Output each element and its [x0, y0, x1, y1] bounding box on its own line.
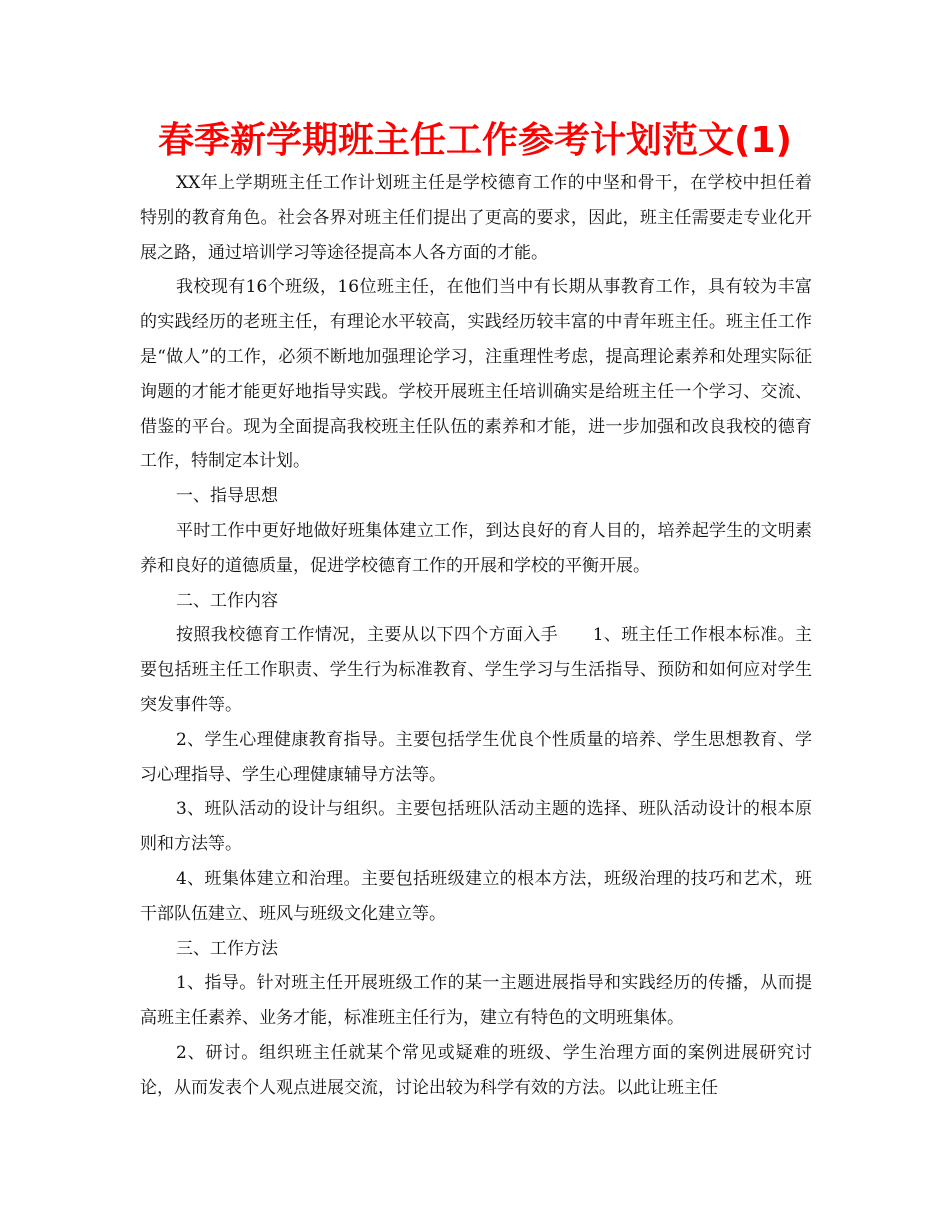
document-title: 春季新学期班主任工作参考计划范文(1) — [158, 120, 792, 161]
paragraph-work-content-4: 4、班集体建立和治理。主要包括班级建立的根本方法，班级治理的技巧和艺术，班干部队伍建立、班风与班级文化建立等。 — [140, 868, 812, 924]
section-heading-work-content: 二、工作内容 — [176, 590, 278, 611]
section-heading-guiding-ideology: 一、指导思想 — [176, 486, 278, 507]
paragraph-guiding-ideology: 平时工作中更好地做好班集体建立工作，到达良好的育人目的，培养起学生的文明素养和良好的道德质量，促进学校德育工作的开展和学校的平衡开展。 — [140, 520, 812, 576]
paragraph-work-content-3: 3、班队活动的设计与组织。主要包括班队活动主题的选择、班队活动设计的根本原则和方法等。 — [140, 799, 812, 855]
paragraph-work-content-2: 2、学生心理健康教育指导。主要包括学生优良个性质量的培养、学生思想教育、学习心理指导、学生心理健康辅导方法等。 — [140, 729, 812, 785]
section-heading-work-methods: 三、工作方法 — [176, 938, 278, 959]
paragraph-school-status: 我校现有16个班级，16位班主任，在他们当中有长期从事教育工作，具有较为丰富的实践经历的老班主任，有理论水平较高，实践经历较丰富的中青年班主任。班主任工作是“做人”的工作，必须不断地加强理论学习，注重理性考虑，提高理论素养和处理实际征询题的才能才能更好地指导实践。学校开展班主任培训确实是给班主任一个学习、交流、借鉴的平台。现为全面提高我校班主任队伍的素养和才能，进一步加强和改良我校的德育工作，特制定本计划。 — [140, 277, 812, 472]
document-body — [140, 166, 812, 1106]
paragraph-work-methods-1: 1、指导。针对班主任开展班级工作的某一主题进展指导和实践经历的传播，从而提高班主任素养、业务才能，标准班主任行为，建立有特色的文明班集体。 — [140, 973, 812, 1029]
paragraph-intro: XX年上学期班主任工作计划班主任是学校德育工作的中坚和骨干，在学校中担任着特别的教育角色。社会各界对班主任们提出了更高的要求，因此，班主任需要走专业化开展之路，通过培训学习等途径提高本人各方面的才能。 — [140, 173, 812, 263]
paragraph-work-content-1: 按照我校德育工作情况，主要从以下四个方面入手 1、班主任工作根本标准。主要包括班主任工作职责、学生行为标准教育、学生学习与生活指导、预防和如何应对学生突发事件等。 — [140, 625, 812, 715]
paragraph-work-methods-2: 2、研讨。组织班主任就某个常见或疑难的班级、学生治理方面的案例进展研究讨论，从而发表个人观点进展交流，讨论出较为科学有效的方法。以此让班主任 — [140, 1042, 812, 1098]
